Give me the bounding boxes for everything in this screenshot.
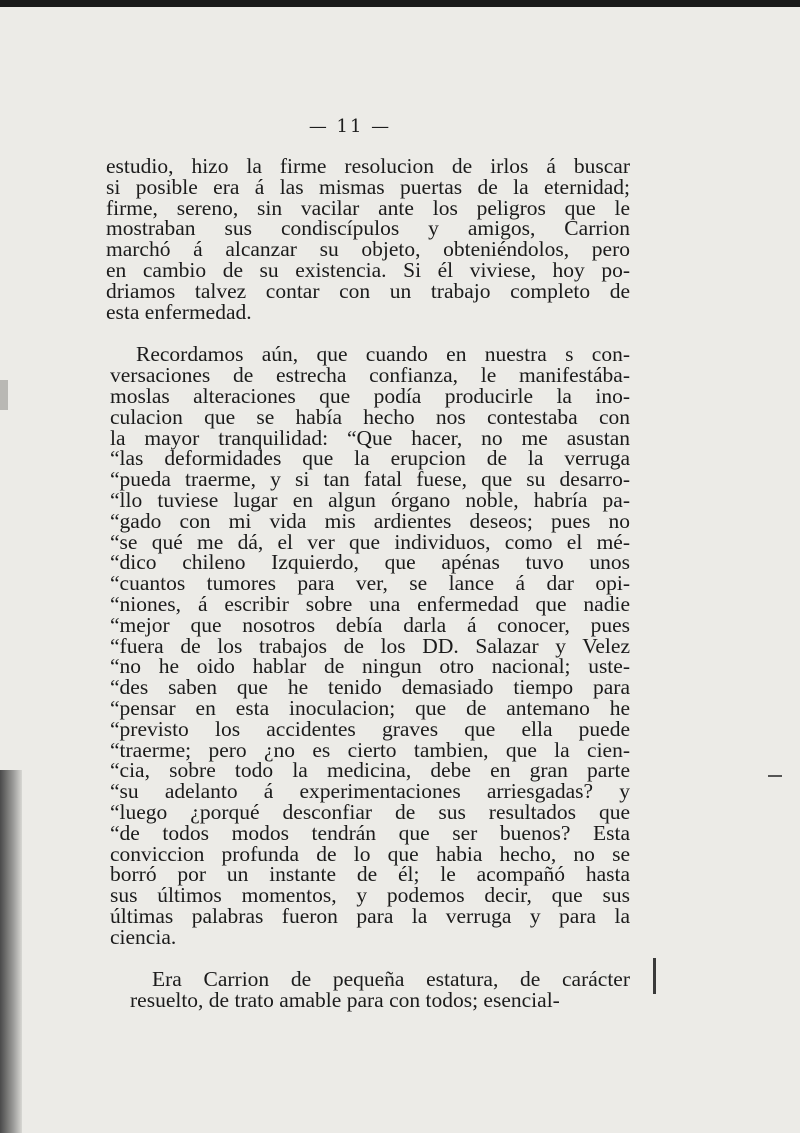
- text-line: sus últimos momentos, y podemos decir, que sus: [110, 883, 630, 908]
- text-line: la mayor tranquilidad: “Que hacer, no me asustan: [110, 425, 630, 450]
- paragraph-2: [110, 344, 630, 947]
- text-line: Recordamos aún, que cuando en nuestra s con-: [136, 342, 630, 367]
- text-line: versaciones de estrecha confianza, le manifestába-: [110, 363, 630, 388]
- text-line: conviccion profunda de lo que habia hecho, no se: [110, 841, 630, 866]
- text-line: Era Carrion de pequeña estatura, de carácter: [152, 967, 630, 992]
- text-line: “de todos modos tendrán que ser buenos? Esta: [110, 820, 630, 845]
- text-line: últimas palabras fueron para la verruga y para la: [110, 903, 630, 928]
- text-line: “no he oido hablar de ningun otro nacional; uste-: [110, 654, 630, 679]
- margin-tick-mark: [768, 775, 782, 777]
- text-line: “niones, á escribir sobre una enfermedad que nadie: [110, 591, 630, 616]
- text-line: esta enfermedad.: [106, 299, 252, 324]
- text-line: “luego ¿porqué desconfiar de sus resultados que: [110, 799, 630, 824]
- margin-pencil-mark: [653, 958, 656, 994]
- text-line: “se qué me dá, el ver que individuos, como el mé-: [110, 529, 630, 554]
- text-line: si posible era á las mismas puertas de la eternidad;: [106, 174, 630, 199]
- page-edge-notch: [0, 380, 8, 410]
- text-line: moslas alteraciones que podía producirle la ino-: [110, 383, 630, 408]
- text-line: “dico chileno Izquierdo, que apénas tuvo unos: [110, 550, 630, 575]
- text-line: “cuantos tumores para ver, se lance á dar opi-: [110, 571, 630, 596]
- text-line: culacion que se había hecho nos contestaba con: [110, 404, 630, 429]
- text-line: “fuera de los trabajos de los DD. Salazar y Velez: [110, 633, 630, 658]
- text-line: mostraban sus condiscípulos y amigos, Carrion: [106, 216, 630, 241]
- text-line: “pensar en esta inoculacion; que de antemano he: [110, 695, 630, 720]
- page-body: [100, 156, 630, 1011]
- page-number-header: — 11 —: [308, 116, 392, 137]
- page-top-shadow: [0, 0, 800, 7]
- text-line: marchó á alcanzar su objeto, obteniéndolos, pero: [106, 237, 630, 262]
- text-line: firme, sereno, sin vacilar ante los peligros que le: [106, 195, 630, 220]
- text-line: “llo tuviese lugar en algun órgano noble, habría pa-: [110, 487, 630, 512]
- page-left-shadow: [0, 770, 22, 1133]
- text-line: “gado con mi vida mis ardientes deseos; pues no: [110, 508, 630, 533]
- text-line: borró por un instante de él; le acompañó hasta: [110, 862, 630, 887]
- text-line: “pueda traerme, y si tan fatal fuese, que su desarro-: [110, 467, 630, 492]
- text-line: driamos talvez contar con un trabajo completo de: [106, 278, 630, 303]
- text-line: resuelto, de trato amable para con todos; esencial-: [130, 988, 560, 1013]
- text-line: “mejor que nosotros debía darla á conocer, pues: [110, 612, 630, 637]
- text-line: “su adelanto á experimentaciones arriesgadas? y: [110, 779, 630, 804]
- text-line: “previsto los accidentes graves que ella puede: [110, 716, 630, 741]
- text-line: “cia, sobre todo la medicina, debe en gran parte: [110, 758, 630, 783]
- text-line: estudio, hizo la firme resolucion de irlos á buscar: [106, 154, 630, 178]
- text-line: en cambio de su existencia. Si él viviese, hoy po-: [106, 257, 630, 282]
- text-line: “traerme; pero ¿no es cierto tambien, que la cien-: [110, 737, 630, 762]
- paragraph-3: [130, 969, 630, 1011]
- text-line: “des saben que he tenido demasiado tiempo para: [110, 675, 630, 700]
- text-line: ciencia.: [110, 924, 177, 949]
- text-line: “las deformidades que la erupcion de la verruga: [110, 446, 630, 471]
- paragraph-1: [106, 156, 630, 322]
